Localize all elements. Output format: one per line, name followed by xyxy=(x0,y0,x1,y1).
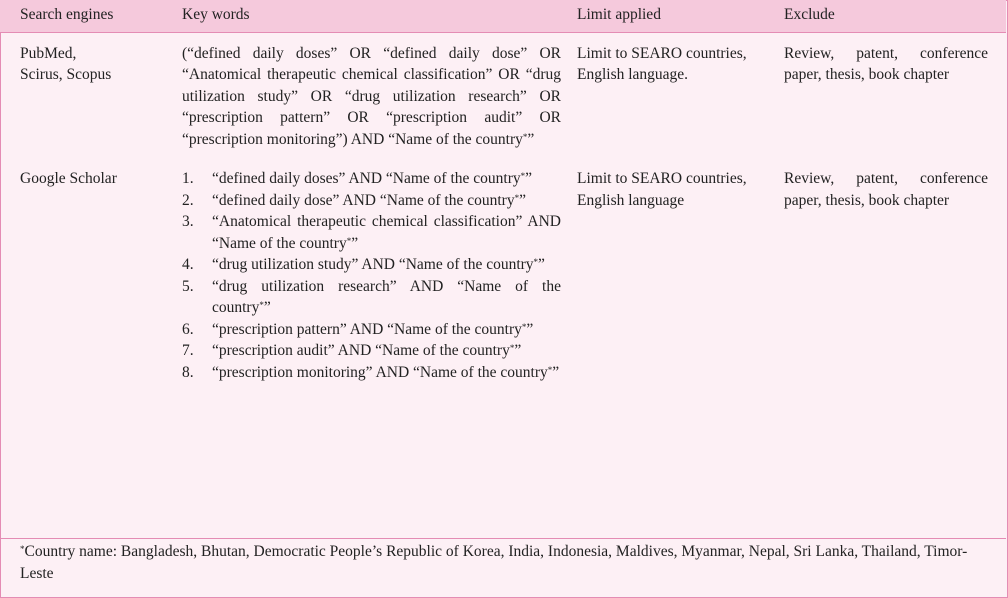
footnote-text: Country name: Bangladesh, Bhutan, Democratic People’s Republic of Korea, India, Indonesia, Maldives, Myanmar, Nepal, Sri Lanka, Thailand, Timor-Leste xyxy=(20,543,968,582)
keyword-list xyxy=(182,168,561,383)
list-text: “prescription monitoring” AND “Name of the country*” xyxy=(212,363,560,381)
list-text: “defined daily dose” AND “Name of the country*” xyxy=(212,191,526,209)
keywords-cell xyxy=(182,160,577,391)
asterisk-marker: * xyxy=(547,364,553,375)
list-number: 1. xyxy=(182,170,194,187)
list-item xyxy=(182,190,561,212)
header-exclude: Exclude xyxy=(784,6,835,23)
list-text: “prescription pattern” AND “Name of the country*” xyxy=(212,320,534,338)
asterisk-marker: * xyxy=(533,257,539,267)
header-limit-applied: Limit applied xyxy=(577,6,661,23)
list-text: “defined daily doses” AND “Name of the country*” xyxy=(212,170,532,187)
footnote-divider xyxy=(0,538,1006,539)
list-item xyxy=(182,276,561,319)
table-row xyxy=(0,160,1006,391)
engines-cell xyxy=(0,32,182,160)
list-text: “drug utilization study” AND “Name of the country*” xyxy=(212,256,545,273)
engines-cell xyxy=(0,160,182,391)
list-number: 6. xyxy=(182,320,194,338)
asterisk-marker: * xyxy=(346,235,352,246)
list-number: 8. xyxy=(182,363,194,381)
list-item xyxy=(182,211,561,254)
list-number: 5. xyxy=(182,277,194,295)
list-number: 4. xyxy=(182,256,194,273)
table-header-row xyxy=(0,0,1006,32)
keywords-cell: (“defined daily doses” OR “defined daily dose” OR “Anatomical therapeutic chemical classification” OR “drug utilization study” OR “drug utilization research” OR “prescription pattern” OR “prescription audit” OR “prescription monitoring”) AND “Name of the country*” xyxy=(182,44,561,148)
exclude-cell: Review, patent, conference paper, thesis, book chapter xyxy=(784,44,988,83)
list-item xyxy=(182,362,561,384)
list-number: 7. xyxy=(182,342,194,359)
list-text: “Anatomical therapeutic chemical classification” AND “Name of the country*” xyxy=(212,213,561,252)
asterisk-marker: * xyxy=(514,192,520,203)
list-text: “drug utilization research” AND “Name of the country*” xyxy=(212,277,561,316)
engine-line: PubMed, xyxy=(20,44,77,62)
asterisk-marker: * xyxy=(522,131,528,142)
list-number: 3. xyxy=(182,213,194,230)
limit-cell: Limit to SEARO countries, English language xyxy=(577,170,747,209)
limit-cell: Limit to SEARO countries, English language. xyxy=(577,44,747,83)
list-item xyxy=(182,340,561,362)
footnote-marker: * xyxy=(20,544,25,554)
header-search-engines: Search engines xyxy=(20,6,114,23)
list-number: 2. xyxy=(182,191,194,209)
asterisk-marker: * xyxy=(520,171,526,181)
list-item xyxy=(182,254,561,276)
asterisk-marker: * xyxy=(259,300,264,310)
list-item xyxy=(182,168,561,190)
engine-line: Scirus, Scopus xyxy=(20,66,112,83)
asterisk-marker: * xyxy=(509,343,515,353)
exclude-cell: Review, patent, conference paper, thesis, book chapter xyxy=(784,170,988,209)
table-row xyxy=(0,32,1006,160)
engine-line: Google Scholar xyxy=(20,170,117,187)
list-text: “prescription audit” AND “Name of the country*” xyxy=(212,342,522,359)
asterisk-marker: * xyxy=(521,321,527,332)
list-item xyxy=(182,319,561,341)
header-key-words: Key words xyxy=(182,6,250,23)
footnote xyxy=(20,541,990,584)
